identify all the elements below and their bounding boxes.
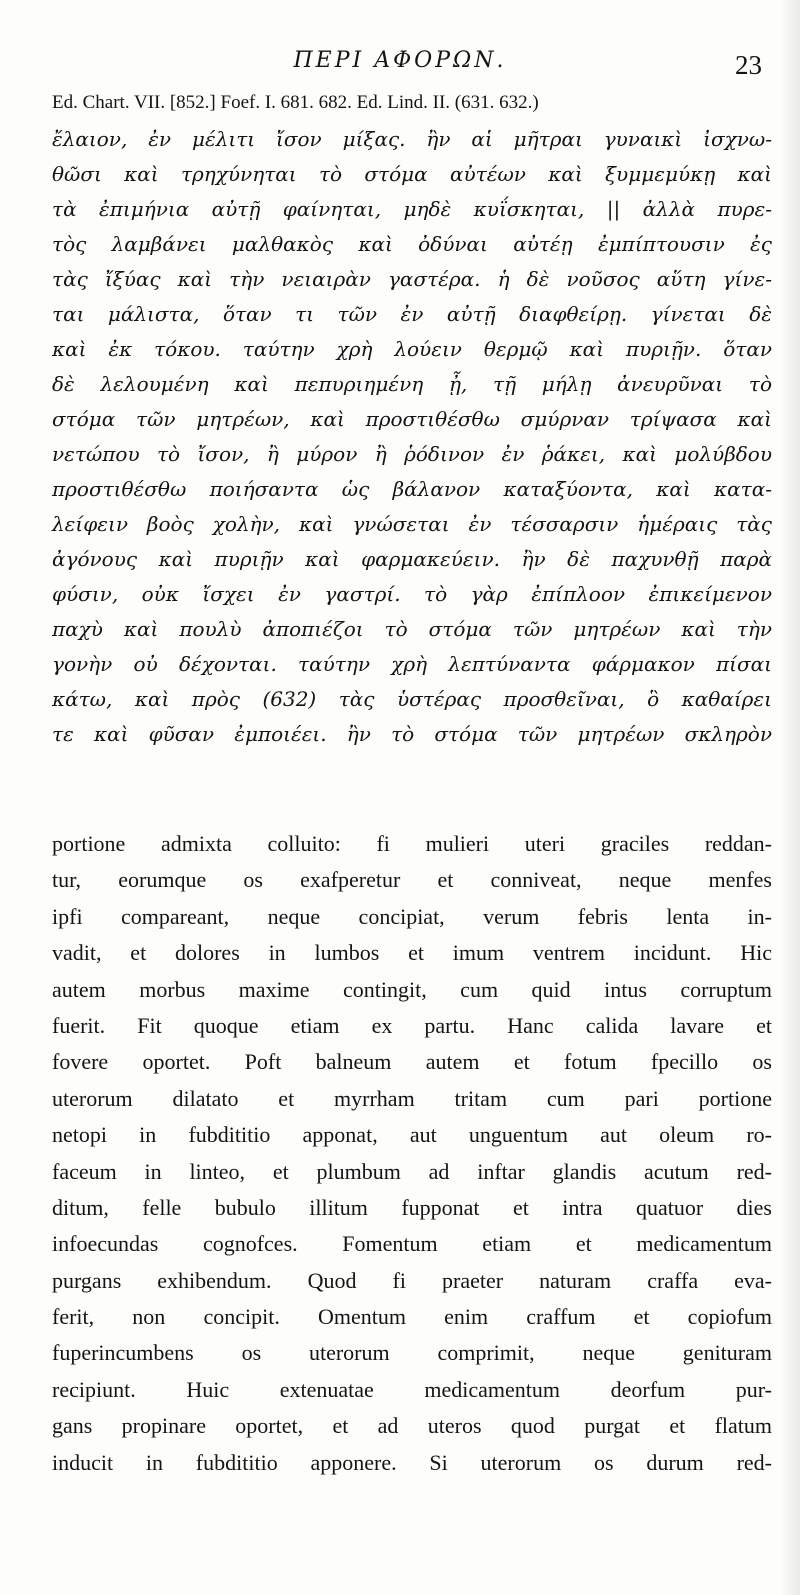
greek-line: κάτω, καὶ πρὸς (632) τὰς ὑστέρας προσθεῖναι, ὃ καθαίρει	[52, 687, 772, 711]
latin-line: infoecundas cognofces. Fomentum etiam et medicamentum	[52, 1231, 772, 1257]
edition-reference-line: Ed. Chart. VII. [852.] Foef. I. 681. 682. Ed. Lind. II. (631. 632.)	[52, 92, 539, 113]
greek-line: τὰ ἐπιμήνια αὐτῇ φαίνηται, μηδὲ κυΐσκηται, || ἀλλὰ πυρε-	[52, 197, 772, 221]
greek-line: λείφειν βοὸς χολὴν, καὶ γνώσεται ἐν τέσσαρσιν ἡμέραις τὰς	[52, 512, 772, 536]
greek-line: παχὺ καὶ πουλὺ ἀποπιέζοι τὸ στόμα τῶν μητρέων καὶ τὴν	[52, 617, 772, 641]
page-edge-shadow	[780, 0, 800, 1595]
greek-line: δὲ λελουμένη καὶ πεπυριημένη ᾖ, τῇ μήλῃ ἀνευρῦναι τὸ	[52, 372, 772, 396]
greek-line: ται μάλιστα, ὅταν τι τῶν ἐν αὐτῇ διαφθείρῃ. γίνεται δὲ	[52, 302, 772, 326]
running-head	[0, 44, 800, 84]
greek-line: τε καὶ φῦσαν ἐμποιέει. ἢν τὸ στόμα τῶν μητρέων σκληρὸν	[52, 722, 772, 746]
greek-line: ἔλαιον, ἐν μέλιτι ἴσον μίξας. ἢν αἱ μῆτραι γυναικὶ ἰσχνω-	[52, 127, 772, 151]
latin-translation-block	[52, 826, 772, 1481]
latin-line: inducit in fubdititio apponere. Si uterorum os durum red-	[52, 1449, 772, 1475]
greek-line: ἀγόνους καὶ πυριῇν καὶ φαρμακεύειν. ἢν δὲ παχυνθῇ παρὰ	[52, 547, 772, 571]
latin-line: vadit, et dolores in lumbos et imum ventrem incidunt. Hic	[52, 940, 772, 966]
greek-line: τὸς λαμβάνει μαλθακὸς καὶ ὀδύναι αὐτέῃ ἐμπίπτουσιν ἐς	[52, 232, 772, 256]
latin-line: netopi in fubdititio apponat, aut unguentum aut oleum ro-	[52, 1122, 772, 1148]
latin-line: faceum in linteo, et plumbum ad inftar glandis acutum red-	[52, 1158, 772, 1184]
latin-line: ditum, felle bubulo illitum fupponat et intra quatuor dies	[52, 1194, 772, 1220]
greek-line: προστιθέσθω ποιήσαντα ὡς βάλανον καταξύοντα, καὶ κατα-	[52, 477, 772, 501]
greek-text-block	[52, 122, 772, 752]
page-number: 23	[735, 50, 762, 80]
greek-line: στόμα τῶν μητρέων, καὶ προστιθέσθω σμύρναν τρίψασα καὶ	[52, 407, 772, 431]
latin-line: recipiunt. Huic extenuatae medicamentum deorfum pur-	[52, 1376, 772, 1402]
latin-line: uterorum dilatato et myrrham tritam cum pari portione	[52, 1085, 772, 1111]
latin-line: fuperincumbens os uterorum comprimit, neque genituram	[52, 1340, 772, 1366]
greek-line: φύσιν, οὐκ ἴσχει ἐν γαστρί. τὸ γὰρ ἐπίπλοον ἐπικείμενον	[52, 582, 772, 606]
latin-line: tur, eorumque os exafperetur et conniveat, neque menfes	[52, 867, 772, 893]
greek-line: τὰς ἴξύας καὶ τὴν νειαιρὰν γαστέρα. ἡ δὲ νοῦσος αὕτη γίνε-	[52, 267, 772, 291]
latin-line: purgans exhibendum. Quod fi praeter naturam craffa eva-	[52, 1267, 772, 1293]
latin-line: autem morbus maxime contingit, cum quid intus corruptum	[52, 976, 772, 1002]
latin-line: fuerit. Fit quoque etiam ex partu. Hanc calida lavare et	[52, 1012, 772, 1038]
latin-line: gans propinare oportet, et ad uteros quod purgat et flatum	[52, 1413, 772, 1439]
greek-line: θῶσι καὶ τρηχύνηται τὸ στόμα αὐτέων καὶ ξυμμεμύκῃ καὶ	[52, 162, 772, 186]
latin-line: ferit, non concipit. Omentum enim craffum et copiofum	[52, 1304, 772, 1330]
latin-line: ipfi compareant, neque concipiat, verum febris lenta in-	[52, 903, 772, 929]
greek-line: καὶ ἐκ τόκου. ταύτην χρὴ λούειν θερμῷ καὶ πυριῇν. ὅταν	[52, 337, 772, 361]
greek-line: γονὴν οὐ δέχονται. ταύτην χρὴ λεπτύναντα φάρμακον πίσαι	[52, 652, 772, 676]
latin-line: fovere oportet. Poft balneum autem et fotum fpecillo os	[52, 1049, 772, 1075]
running-title: ΠΕΡΙ ΑΦΟΡΩΝ.	[293, 48, 507, 73]
latin-line: portione admixta colluito: fi mulieri uteri graciles reddan-	[52, 831, 772, 856]
greek-line: νετώπου τὸ ἴσον, ἢ μύρον ἢ ῥόδινον ἐν ῥάκει, καὶ μολύβδου	[52, 442, 772, 466]
